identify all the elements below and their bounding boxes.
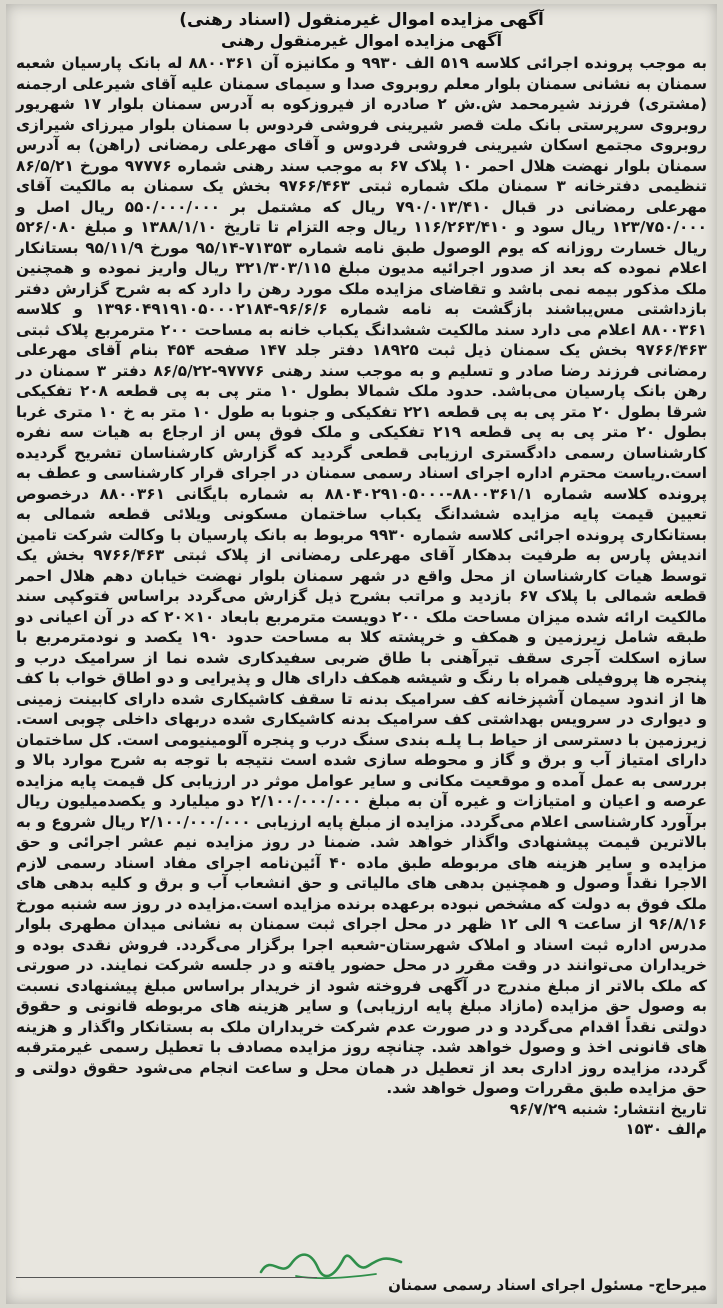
- notice-body: به موجب پرونده اجرائی کلاسه ۵۱۹ الف ۹۹۳۰ و مکانیزه آن ۸۸۰۰۳۶۱ له بانک پارسیان شعبه سمنان به نشانی سمنان بلوار معلم روبروی صدا و سیمای سمنان علیه آقای شیرعلی ارجمنه (مشتری) فرزند شیرمحمد ش.ش ۲ صادره از فیروزکوه به آدرس سمنان بلوار ۱۷ شهریور روبروی سرپرستی بانک ملت قصر شیرینی فروشی فردوس با سمنان بلوار میرزای شیرازی روبروی مجتمع اسکان شیرینی فروشی فردوس و آقای مهرعلی رمضانی (راهن) به آدرس سمنان بلوار نهضت هلال احمر ۱۰ پلاک ۶۷ به موجب سند رهنی شماره ۹۷۷۷۶ مورخ ۸۶/۵/۲۱ تنظیمی دفترخانه ۳ سمنان ملک شماره ثبتی ۹۷۶۶/۴۶۳ بخش یک سمنان به مالکیت آقای مهرعلی رمضانی در قبال ۷۹۰/۰۱۳/۴۱۰ ریال که مشتمل بر ۵۵۰/۰۰۰/۰۰۰ ریال اصل و ۱۲۳/۷۵۰/۰۰۰ ریال سود و ۱۱۶/۲۶۳/۴۱۰ ریال وجه التزام تا تاریخ ۱۳۸۸/۱/۱۰ و مبلغ ۵۲۶/۰۸۰ ریال خسارت روزانه که یوم الوصول طبق نامه شماره ۷۱۳۵۳-۹۵/۱۴ مورخ ۹۵/۱۱/۹ بستانکار اعلام نموده که بعد از صدور اجرائیه مدیون مبلغ ۳۲۱/۳۰۳/۱۱۵ ریال واریز نموده و همچنین ملک مذکور بیمه نمی باشد و تقاضای مزایده ملک مورد رهن را دارد که به شرح گزارش دفتر بازداشتی مس‌یباشند بازگشت به نامه شماره ۹۶/۶/۶-۱۳۹۶۰۴۹۱۹۱۰۵۰۰۰۲۱۸۴ و کلاسه ۸۸۰۰۳۶۱ اعلام می دارد سند مالکیت ششدانگ یکباب خانه به مساحت ۲۰۰ مترمربع پلاک ثبتی ۹۷۶۶/۴۶۳ بخش یک سمنان ذیل ثبت ۱۸۹۲۵ دفتر جلد ۱۴۷ صفحه ۴۵۴ بنام آقای مهرعلی رمضانی فرزند رضا صادر و تسلیم و به موجب سند رهنی ۹۷۷۷۶-۸۶/۵/۲۲ دفتر ۳ سمنان در رهن بانک پارسیان می‌باشد. حدود ملک شمالا بطول ۱۰ متر پی به پی قطعه ۲۰۸ تفکیکی شرقا بطول ۲۰ متر پی به پی قطعه ۲۲۱ تفکیکی و جنوبا به طول ۱۰ متر به خ ۱۰ متری غربا بطول ۲۰ متر پی به پی قطعه ۲۱۹ تفکیکی و ملک فوق پس از ارجاع به هیات سه نفره کارشناسان رسمی دادگستری ارزیابی قطعی گردید که گزارش کارشناسان تشریح گردیده است.ریاست محترم اداره اجرای اسناد رسمی سمنان در اجرای قرار کارشناسی و عطف به پرونده کلاسه شماره ۸۸۰۰۳۶۱/۱-۸۸۰۴۰۲۹۱۰۵۰۰۰ به شماره بایگانی ۸۸۰۰۳۶۱ درخصوص تعیین قیمت پایه مزایده ششدانگ یکباب ساختمان مسکونی ویلائی قطعه شمالی به بستانکاری پرونده اجرائی کلاسه شماره ۹۹۳۰ مربوط به بانک پارسیان با وکالت شرکت تامین اندیش پارس به طرفیت بدهکار آقای مهرعلی رمضانی از پلاک ثبتی ۹۷۶۶/۴۶۳ بخش یک توسط هیات کارشناسان از محل واقع در شهر سمنان بلوار نهضت خیابان دهم هلال احمر قطعه شمالی با پلاک ۶۷ بازدید و مراتب بشرح ذیل گزارش می‌گردد براساس فتوکپی سند مالکیت ارائه شده میزان مساحت ملک ۲۰۰ دویست مترمربع بابعاد ۱۰×۲۰ که در آن اعیانی دو طبقه شامل زیرزمین و همکف و خرپشته کلا به مساحت حدود ۱۹۰ یکصد و نودمترمربع با سازه اسکلت آجری سقف تیرآهنی با طاق ضربی سفیدکاری شده نما از سرامیک درب و پنجره ها پروفیلی همراه با رنگ و شیشه همکف دارای هال و پذیرایی و دو اطاق خواب با کف ها از اندود سیمان آشپزخانه کف سرامیک بدنه تا سقف کاشیکاری شده دارای کابینت زمینی و دیواری در سرویس بهداشتی کف سرامیک بدنه کاشیکاری شده دربهای داخلی چوبی است. زیرزمین با دسترسی از حیاط بـا پلـه بندی سنگ درب و پنجره آلومینیومی است. کل ساختمان دارای امتیاز آب و برق و گاز و محوطه سازی شده است نتیجه با توجه به شرح موارد بالا و بررسی به عمل آمده و موقعیت مکانی و سایر عوامل موثر در ارزیابی کل قیمت پایه مزایده عرصه و اعیان و امتیازات و غیره آن به مبلغ ۲/۱۰۰/۰۰۰/۰۰۰ دو میلیارد و یکصدمیلیون ریال برآورد کارشناسی اعلام می‌گردد. مزایده از مبلغ پایه ارزیابی ۲/۱۰۰/۰۰۰/۰۰۰ ریال شروع و به بالاترین قیمت پیشنهادی واگذار خواهد شد. ضمنا در روز مزایده نیم عشر اجرائی و حق مزایده و سایر هزینه های مربوطه طبق ماده ۴۰ آئین‌نامه اجرای مفاد اسناد رسمی لازم الاجرا نقداً وصول و همچنین بدهی های مالیاتی و حق انشعاب آب و برق و کلیه بدهی های ملک فوق به دولت که مشخص نبوده برعهده برنده مزایده است.مزایده در روز سه شنبه مورخ ۹۶/۸/۱۶ از ساعت ۹ الی ۱۲ ظهر در محل اجرای ثبت سمنان به نشانی میدان مطهری بلوار مدرس اداره ثبت اسناد و املاک شهرستان-شعبه اجرا برگزار می‌گردد. فروش نقدی بوده و خریداران می‌توانند در وقت مقرر در محل حضور یافته و در جلسه شرکت نمایند. در صورتی که ملک بالاتر از مبلغ مندرج در آگهی فروخته شود از خریدار براساس مبلغ پیشنهادی نسبت به وصول حق مزایده (مازاد مبلغ پایه ارزیابی) و سایر هزینه های مربوطه قانونی و حقوق دولتی نقداً اقدام می‌گردد و در صورت عدم شرکت خریداران ملک به بستانکار واگذار و هزینه های قانونی اخذ و وصول خواهد شد. چنانچه روز مزایده مصادف با تعطیل رسمی غیرمترقبه گردد، مزایده روز اداری بعد از تعطیل در همان محل و ساعت انجام می‌شود حقوق دولتی و حق مزایده طبق مقررات وصول خواهد شد.: [16, 54, 708, 1097]
- notice-clipping: [6, 4, 717, 1304]
- signatory: میرحاج- مسئول اجرای اسناد رسمی سمنان: [388, 1276, 707, 1294]
- publish-date: تاریخ انتشار: شنبه ۹۶/۷/۲۹: [509, 1099, 707, 1118]
- notice-header: [6, 10, 717, 51]
- signature-divider: [16, 1277, 317, 1278]
- notice-title: آگهی مزایده اموال غیرمنقول (اسناد رهنی): [179, 10, 544, 30]
- notice-meta: [6, 1099, 717, 1139]
- notice-subtitle: آگهی مزایده اموال غیرمنقول رهنی: [221, 31, 502, 50]
- reference-code: م‌الف ۱۵۳۰: [625, 1119, 707, 1138]
- handwritten-signature: [256, 1244, 406, 1284]
- signature-block: [6, 1242, 717, 1298]
